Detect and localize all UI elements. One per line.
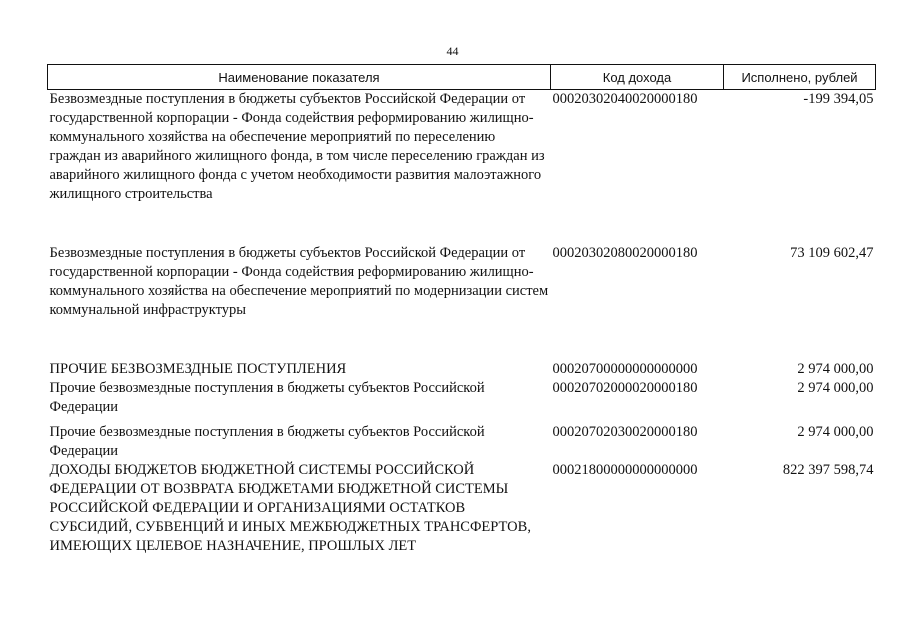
table-row (48, 90, 876, 245)
row-name: ДОХОДЫ БЮДЖЕТОВ БЮДЖЕТНОЙ СИСТЕМЫ РОССИЙСКОЙ ФЕДЕРАЦИИ ОТ ВОЗВРАТА БЮДЖЕТАМИ БЮДЖЕТНОЙ СИСТЕМЫ РОССИЙСКОЙ ФЕДЕРАЦИИ И ОРГАНИЗАЦИЯМИ ОСТАТКОВ СУБСИДИЙ, СУБВЕНЦИЙ И ИНЫХ МЕЖБЮДЖЕТНЫХ ТРАНСФЕРТОВ, ИМЕЮЩИХ ЦЕЛЕВОЕ НАЗНАЧЕНИЕ, ПРОШЛЫХ ЛЕТ (49, 462, 531, 554)
table-row (48, 423, 876, 461)
row-amount: 2 974 000,00 (797, 361, 874, 377)
row-amount: 2 974 000,00 (797, 424, 874, 440)
row-name: Безвозмездные поступления в бюджеты субъектов Российской Федерации от государственной корпорации - Фонда содействия реформированию жилищно-коммунального хозяйства на обеспечение мероприятий по модернизации систем коммунальной инфраструктуры (49, 245, 549, 318)
row-name: Прочие безвозмездные поступления в бюджеты субъектов Российской Федерации (49, 424, 485, 459)
table-row (48, 360, 876, 379)
table-header-row (48, 65, 876, 90)
table-row (48, 461, 876, 556)
row-name: ПРОЧИЕ БЕЗВОЗМЕЗДНЫЕ ПОСТУПЛЕНИЯ (49, 361, 347, 377)
row-amount: 73 109 602,47 (790, 245, 874, 261)
revenue-table (47, 64, 876, 556)
row-code: 00020702000020000180 (552, 380, 698, 396)
table-row (48, 379, 876, 423)
table-row (48, 244, 876, 360)
page-number: 44 (446, 44, 459, 58)
row-code: 00020702030020000180 (552, 424, 698, 440)
row-name: Прочие безвозмездные поступления в бюджеты субъектов Российской Федерации (49, 380, 485, 415)
row-code: 00020700000000000000 (552, 361, 698, 377)
row-code: 00021800000000000000 (552, 462, 698, 478)
row-code: 00020302080020000180 (552, 245, 698, 261)
row-amount: 822 397 598,74 (782, 462, 874, 478)
header-name: Наименование показателя (48, 65, 551, 90)
row-name: Безвозмездные поступления в бюджеты субъектов Российской Федерации от государственной корпорации - Фонда содействия реформированию жилищно-коммунального хозяйства на обеспечение мероприятий по переселению граждан из аварийного жилищного фонда, в том числе переселению граждан из аварийного жилищного фонда с учетом необходимости развития малоэтажного жилищного строительства (49, 91, 545, 202)
header-amount: Исполнено, рублей (724, 65, 876, 90)
row-code: 00020302040020000180 (552, 91, 698, 107)
header-code: Код дохода (551, 65, 724, 90)
row-amount: 2 974 000,00 (797, 380, 874, 396)
row-amount: -199 394,05 (803, 91, 874, 107)
